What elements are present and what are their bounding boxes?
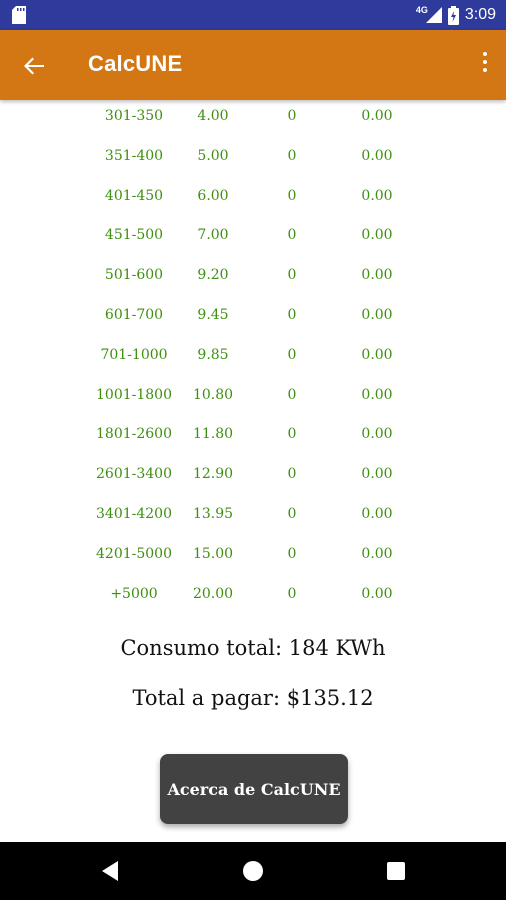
table-row	[0, 100, 506, 140]
subtotal-cell: 0.00	[361, 108, 393, 124]
range-cell: 3401-4200	[96, 505, 172, 522]
price-cell: 6.00	[197, 187, 229, 204]
overflow-menu-icon[interactable]	[480, 52, 490, 78]
quantity-cell: 0	[287, 227, 297, 244]
table-row	[0, 180, 506, 220]
table-row	[0, 538, 506, 578]
range-cell: 4201-5000	[96, 545, 172, 562]
about-button[interactable]: Acerca de CalcUNE	[160, 754, 348, 824]
price-cell: 9.85	[197, 346, 229, 363]
quantity-cell: 0	[287, 505, 297, 522]
price-cell: 9.45	[197, 306, 229, 323]
range-cell: 451-500	[104, 227, 164, 244]
total-consumption-label: Consumo total: 184 KWh	[120, 636, 386, 660]
quantity-cell: 0	[287, 147, 297, 164]
price-cell: 9.20	[197, 267, 229, 284]
nav-recents-icon[interactable]	[381, 856, 411, 886]
clock: 3:09	[464, 6, 496, 23]
table-row	[0, 578, 506, 618]
subtotal-cell: 0.00	[361, 267, 393, 284]
navigation-bar	[0, 842, 506, 900]
subtotal-cell: 0.00	[361, 466, 393, 483]
price-cell: 13.95	[192, 505, 234, 522]
quantity-cell: 0	[287, 585, 297, 602]
range-cell: 601-700	[104, 306, 164, 323]
app-bar	[0, 30, 506, 100]
range-cell: 401-450	[104, 187, 164, 204]
range-cell: 1001-1800	[96, 386, 172, 403]
table-row	[0, 259, 506, 299]
rate-table	[0, 100, 506, 617]
quantity-cell: 0	[287, 187, 297, 204]
subtotal-cell: 0.00	[361, 187, 393, 204]
nav-home-icon[interactable]	[238, 856, 268, 886]
quantity-cell: 0	[287, 545, 297, 562]
quantity-cell: 0	[287, 267, 297, 284]
range-cell: 301-350	[104, 108, 164, 124]
signal-icon	[426, 7, 442, 23]
price-cell: 11.80	[192, 426, 234, 443]
subtotal-cell: 0.00	[361, 426, 393, 443]
subtotal-cell: 0.00	[361, 147, 393, 164]
total-payment-label: Total a pagar: $135.12	[132, 686, 374, 710]
price-cell: 15.00	[192, 545, 234, 562]
subtotal-cell: 0.00	[361, 545, 393, 562]
table-row	[0, 379, 506, 419]
price-cell: 7.00	[197, 227, 229, 244]
table-row	[0, 339, 506, 379]
quantity-cell: 0	[287, 386, 297, 403]
table-row	[0, 418, 506, 458]
table-row	[0, 458, 506, 498]
range-cell: 501-600	[104, 267, 164, 284]
range-cell: 1801-2600	[96, 426, 172, 443]
price-cell: 4.00	[197, 108, 229, 124]
subtotal-cell: 0.00	[361, 386, 393, 403]
network-type-label: 4G	[415, 5, 428, 15]
sd-card-icon	[12, 6, 26, 24]
price-cell: 12.90	[192, 466, 234, 483]
status-bar	[0, 0, 506, 30]
subtotal-cell: 0.00	[361, 585, 393, 602]
range-cell: +5000	[110, 585, 158, 602]
range-cell: 2601-3400	[96, 466, 172, 483]
subtotal-cell: 0.00	[361, 346, 393, 363]
subtotal-cell: 0.00	[361, 227, 393, 244]
table-row	[0, 299, 506, 339]
nav-back-icon[interactable]	[96, 856, 126, 886]
table-row	[0, 498, 506, 538]
range-cell: 701-1000	[100, 346, 168, 363]
price-cell: 5.00	[197, 147, 229, 164]
quantity-cell: 0	[287, 306, 297, 323]
quantity-cell: 0	[287, 426, 297, 443]
price-cell: 20.00	[192, 585, 234, 602]
quantity-cell: 0	[287, 346, 297, 363]
table-row	[0, 219, 506, 259]
price-cell: 10.80	[192, 386, 234, 403]
battery-icon	[448, 6, 459, 25]
range-cell: 351-400	[104, 147, 164, 164]
app-title: CalcUNE	[88, 51, 183, 76]
table-row	[0, 140, 506, 180]
quantity-cell: 0	[287, 466, 297, 483]
quantity-cell: 0	[287, 108, 297, 124]
subtotal-cell: 0.00	[361, 306, 393, 323]
subtotal-cell: 0.00	[361, 505, 393, 522]
arrow-back-icon[interactable]	[18, 50, 50, 82]
